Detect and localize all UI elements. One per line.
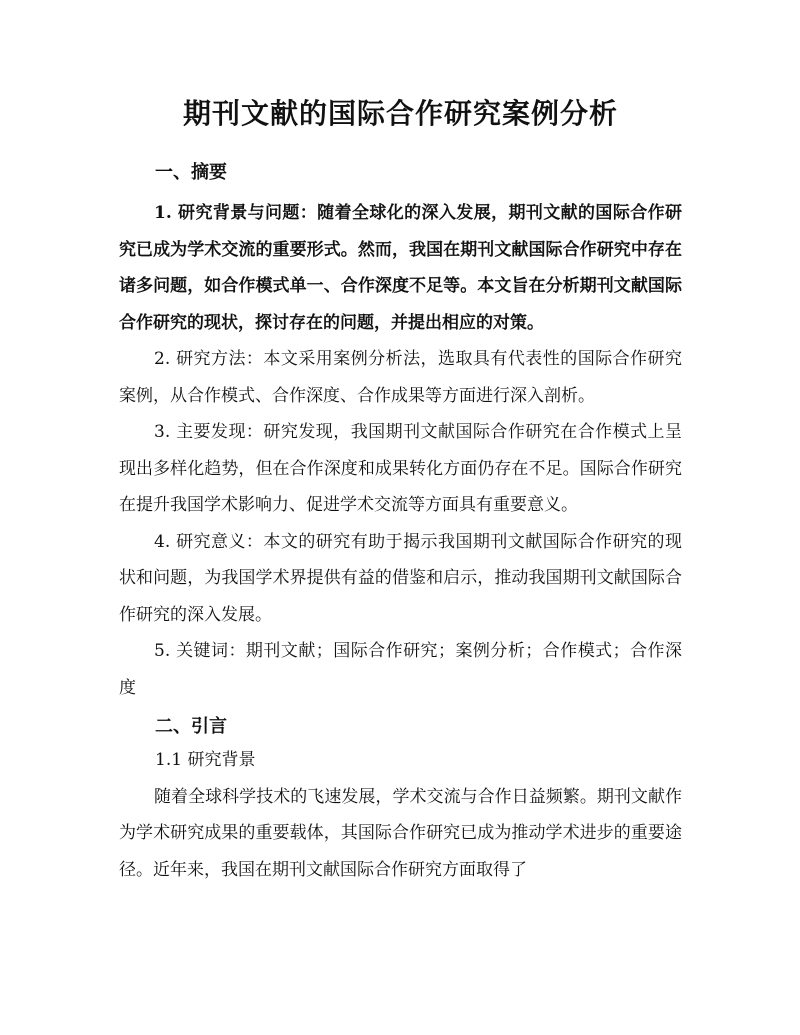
introduction-heading: 二、引言 (155, 716, 227, 737)
abstract-item-findings: 3. 主要发现：研究发现，我国期刊文献国际合作研究在合作模式上呈现出多样化趋势，但在合作深度和成果转化方面仍存在不足。国际合作研究在提升我国学术影响力、促进学术交流等方面具有重要意义。 (119, 422, 682, 515)
abstract-heading: 一、摘要 (155, 162, 227, 183)
research-background-subheading: 1.1 研究背景 (155, 750, 256, 770)
abstract-item-significance: 4. 研究意义：本文的研究有助于揭示我国期刊文献国际合作研究的现状和问题，为我国学术界提供有益的借鉴和启示，推动我国期刊文献国际合作研究的深入发展。 (119, 531, 682, 625)
abstract-item-keywords: 5. 关键词：期刊文献；国际合作研究；案例分析；合作模式；合作深度 (119, 641, 682, 698)
introduction-paragraph: 随着全球科学技术的飞速发展，学术交流与合作日益频繁。期刊文献作为学术研究成果的重要载体，其国际合作研究已成为推动学术进步的重要途径。近年来，我国在期刊文献国际合作研究方面取得了 (119, 786, 682, 880)
abstract-item-background: 1. 研究背景与问题：随着全球化的深入发展，期刊文献的国际合作研究已成为学术交流的重要形式。然而，我国在期刊文献国际合作研究中存在诸多问题，如合作模式单一、合作深度不足等。本文旨在分析期刊文献国际合作研究的现状，探讨存在的问题，并提出相应的对策。 (119, 203, 682, 333)
document-title: 期刊文献的国际合作研究案例分析 (182, 97, 618, 130)
abstract-item-method: 2. 研究方法：本文采用案例分析法，选取具有代表性的国际合作研究案例，从合作模式、合作深度、合作成果等方面进行深入剖析。 (119, 349, 682, 406)
